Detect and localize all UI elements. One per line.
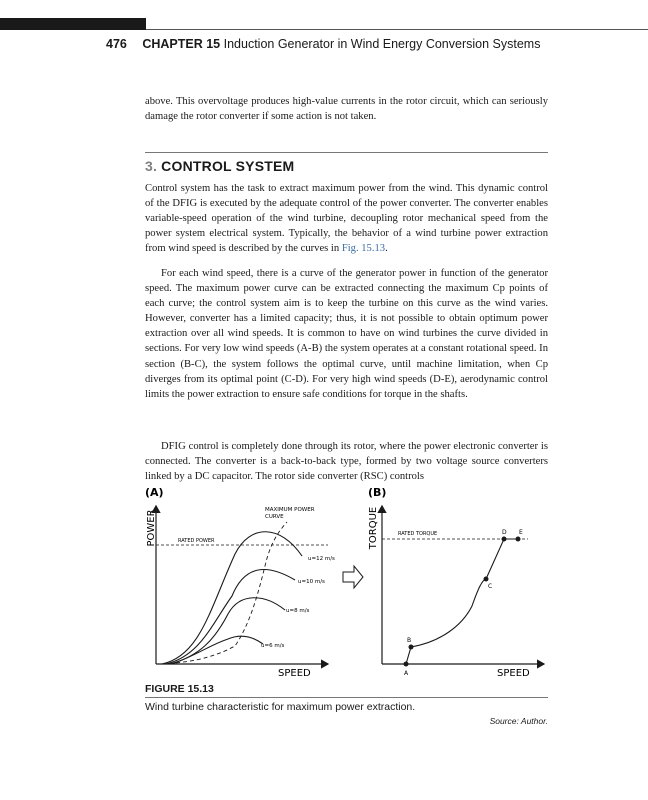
panel-b-label: (B) bbox=[368, 486, 387, 499]
point-a bbox=[404, 662, 409, 667]
panel-a-xlabel: SPEED bbox=[278, 668, 311, 679]
figure-15-13 bbox=[140, 484, 560, 682]
transition-arrow-icon bbox=[343, 566, 363, 588]
section-number: 3. bbox=[145, 158, 158, 174]
panel-b-xlabel: SPEED bbox=[497, 668, 530, 679]
panel-b-ylabel: TORQUE bbox=[368, 506, 379, 550]
point-d bbox=[502, 537, 507, 542]
curve-u6 bbox=[172, 636, 263, 664]
section-rule bbox=[145, 152, 548, 153]
caption-rule bbox=[145, 697, 548, 698]
curve-u10 bbox=[166, 569, 295, 664]
label-u12: u=12 m/s bbox=[308, 556, 335, 562]
max-curve-label-2: CURVE bbox=[265, 514, 284, 520]
chapter-number: CHAPTER 15 bbox=[142, 37, 221, 51]
header-bar bbox=[0, 18, 146, 30]
label-u8: u=8 m/s bbox=[286, 608, 310, 614]
running-header bbox=[106, 37, 540, 51]
figure-reference-link[interactable]: Fig. 15.13 bbox=[341, 243, 386, 255]
point-c bbox=[484, 577, 489, 582]
header-rule bbox=[146, 29, 648, 30]
figure-caption: Wind turbine characteristic for maximum power extraction. bbox=[145, 701, 416, 713]
point-e-label: E bbox=[519, 529, 523, 536]
page-number: 476 bbox=[106, 37, 127, 51]
point-c-label: C bbox=[488, 583, 493, 590]
figure-label: FIGURE 15.13 bbox=[145, 683, 214, 695]
chapter-title: Induction Generator in Wind Energy Conversion Systems bbox=[223, 37, 541, 51]
point-a-label: A bbox=[404, 670, 409, 677]
paragraph-dfig-control: DFIG control is completely done through its rotor, where the power electronic converter is connected. The converter is a back-to-back type, formed by two voltage source converters linked by a DC capacitor. The rotor side converter (RSC) controls bbox=[145, 441, 548, 483]
point-d-label: D bbox=[502, 529, 507, 536]
label-u10: u=10 m/s bbox=[298, 579, 325, 585]
point-b bbox=[409, 645, 414, 650]
paragraph1-end: . bbox=[385, 243, 388, 255]
rated-power-label: RATED POWER bbox=[178, 538, 215, 544]
paragraph1-text: Control system has the task to extract maximum power from the wind. This dynamic control of the DFIG is executed by the adequate control of the power converter. The converter enables variable-speed operation of the wind turbine, decoupling rotor mechanical speed from the power system electrical system. Typically, the behavior of a wind turbine power extraction from wind speed is described by the curves in bbox=[145, 183, 548, 255]
paragraph-control-system bbox=[145, 181, 548, 256]
torque-curve bbox=[406, 539, 518, 664]
section-heading bbox=[145, 158, 294, 174]
paragraph-wind-speed: For each wind speed, there is a curve of the generator power in function of the generator speed. The maximum power curve can be extracted connecting the maximum Cp points of each curve; the control system aim is to keep the turbine on this curve as the wind varies. However, converter has a limited capacity; thus, it is not possible to obtain optimum power extraction over all wind speeds. It is common to have on wind turbines the curve divided in sections. For very low wind speeds (A-B) the system operates at a constant rotational speed. In section (B-C), the system follows the optimal curve, until machine limitation, when Cp diverges from its optimal point (C-D). For very high wind speeds (D-E), aerodynamic control limits the power extraction to ensure safe conditions for torque in the shafts. bbox=[145, 268, 548, 400]
point-e bbox=[516, 537, 521, 542]
paragraph-continued: above. This overvoltage produces high-value currents in the rotor circuit, which can seriously damage the rotor converter if some action is not taken. bbox=[145, 96, 548, 123]
figure-source: Source: Author. bbox=[489, 716, 548, 726]
panel-a-label: (A) bbox=[145, 486, 164, 499]
section-title: CONTROL SYSTEM bbox=[161, 158, 295, 174]
rated-torque-label: RATED TORQUE bbox=[398, 531, 438, 537]
point-b-label: B bbox=[407, 637, 412, 644]
panel-a-ylabel: POWER bbox=[146, 509, 157, 547]
label-u6: u=6 m/s bbox=[261, 643, 285, 649]
max-curve-label-1: MAXIMUM POWER bbox=[265, 507, 315, 513]
